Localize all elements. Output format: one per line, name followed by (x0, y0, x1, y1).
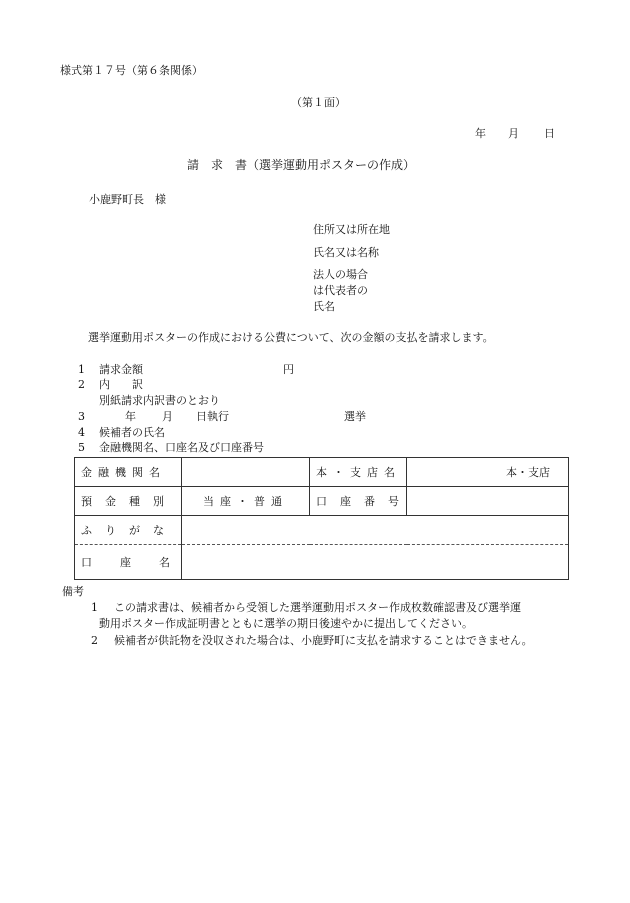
item-1-number: 1 (78, 363, 85, 376)
date-year-label: 年 (475, 127, 486, 140)
item-3-number: 3 (78, 410, 85, 423)
item-3-year: 年 (125, 410, 136, 423)
request-statement: 選挙運動用ポスターの作成における公費について、次の金額の支払を請求します。 (88, 331, 494, 344)
institution-label: 金融機関名 (75, 458, 182, 487)
item-5-label: 金融機関名、口座名及び口座番号 (99, 441, 264, 454)
date-day-label: 日 (544, 127, 555, 140)
notes-heading: 備考 (62, 585, 84, 598)
account-number-label: 口座番号 (310, 487, 407, 516)
institution-value-cell[interactable] (182, 458, 310, 487)
item-2-detail: 別紙請求内訳書のとおり (99, 394, 220, 407)
note-1-number: 1 (91, 601, 98, 614)
form-number: 様式第１７号（第６条関係） (60, 64, 203, 77)
corp-rep-label-line3: 氏名 (313, 300, 335, 313)
deposit-type-label: 預金種別 (75, 487, 182, 516)
item-1-unit: 円 (283, 363, 294, 376)
note-2-text: 候補者が供託物を没収された場合は、小鹿野町に支払を請求することはできません。 (114, 634, 533, 647)
page-number: （第１面） (291, 96, 346, 109)
item-3-month: 月 (162, 410, 173, 423)
bank-row-deposit (75, 487, 569, 516)
bank-row-institution (75, 458, 569, 487)
corp-rep-label-line2: は代表者の (313, 284, 368, 297)
deposit-type-value[interactable]: 当座・普通 (182, 487, 310, 516)
corp-rep-label-line1: 法人の場合 (313, 268, 368, 281)
document-title: 請 求 書（選挙運動用ポスターの作成） (187, 158, 416, 172)
branch-value[interactable]: 本・支店 (407, 458, 569, 487)
furigana-cell[interactable] (182, 516, 569, 545)
note-1-line1: この請求書は、候補者から受領した選挙運動用ポスター作成枚数確認書及び選挙運 (114, 601, 521, 614)
note-1-line2: 動用ポスター作成証明書とともに選挙の期日後速やかに提出してください。 (99, 617, 473, 630)
account-name-cell[interactable] (182, 545, 569, 580)
item-3-election: 選挙 (344, 410, 366, 423)
item-2-number: 2 (78, 378, 85, 391)
addressee: 小鹿野町長 様 (89, 193, 166, 206)
item-5-number: 5 (78, 441, 85, 454)
address-label: 住所又は所在地 (313, 223, 390, 236)
account-number-cell[interactable] (407, 487, 569, 516)
name-label: 氏名又は名称 (313, 246, 379, 259)
date-month-label: 月 (508, 127, 519, 140)
item-4-label: 候補者の氏名 (99, 426, 165, 439)
bank-row-furigana (75, 516, 569, 545)
item-3-day: 日執行 (196, 410, 229, 423)
branch-label: 本・支店名 (310, 458, 407, 487)
furigana-label: ふりがな (75, 516, 182, 545)
account-name-label: 口座名 (75, 545, 182, 580)
item-2-label: 内 訳 (99, 378, 143, 391)
bank-row-account-name (75, 545, 569, 580)
bank-account-table (74, 457, 569, 580)
item-4-number: 4 (78, 426, 85, 439)
item-1-label: 請求金額 (99, 363, 143, 376)
note-2-number: 2 (91, 634, 98, 647)
